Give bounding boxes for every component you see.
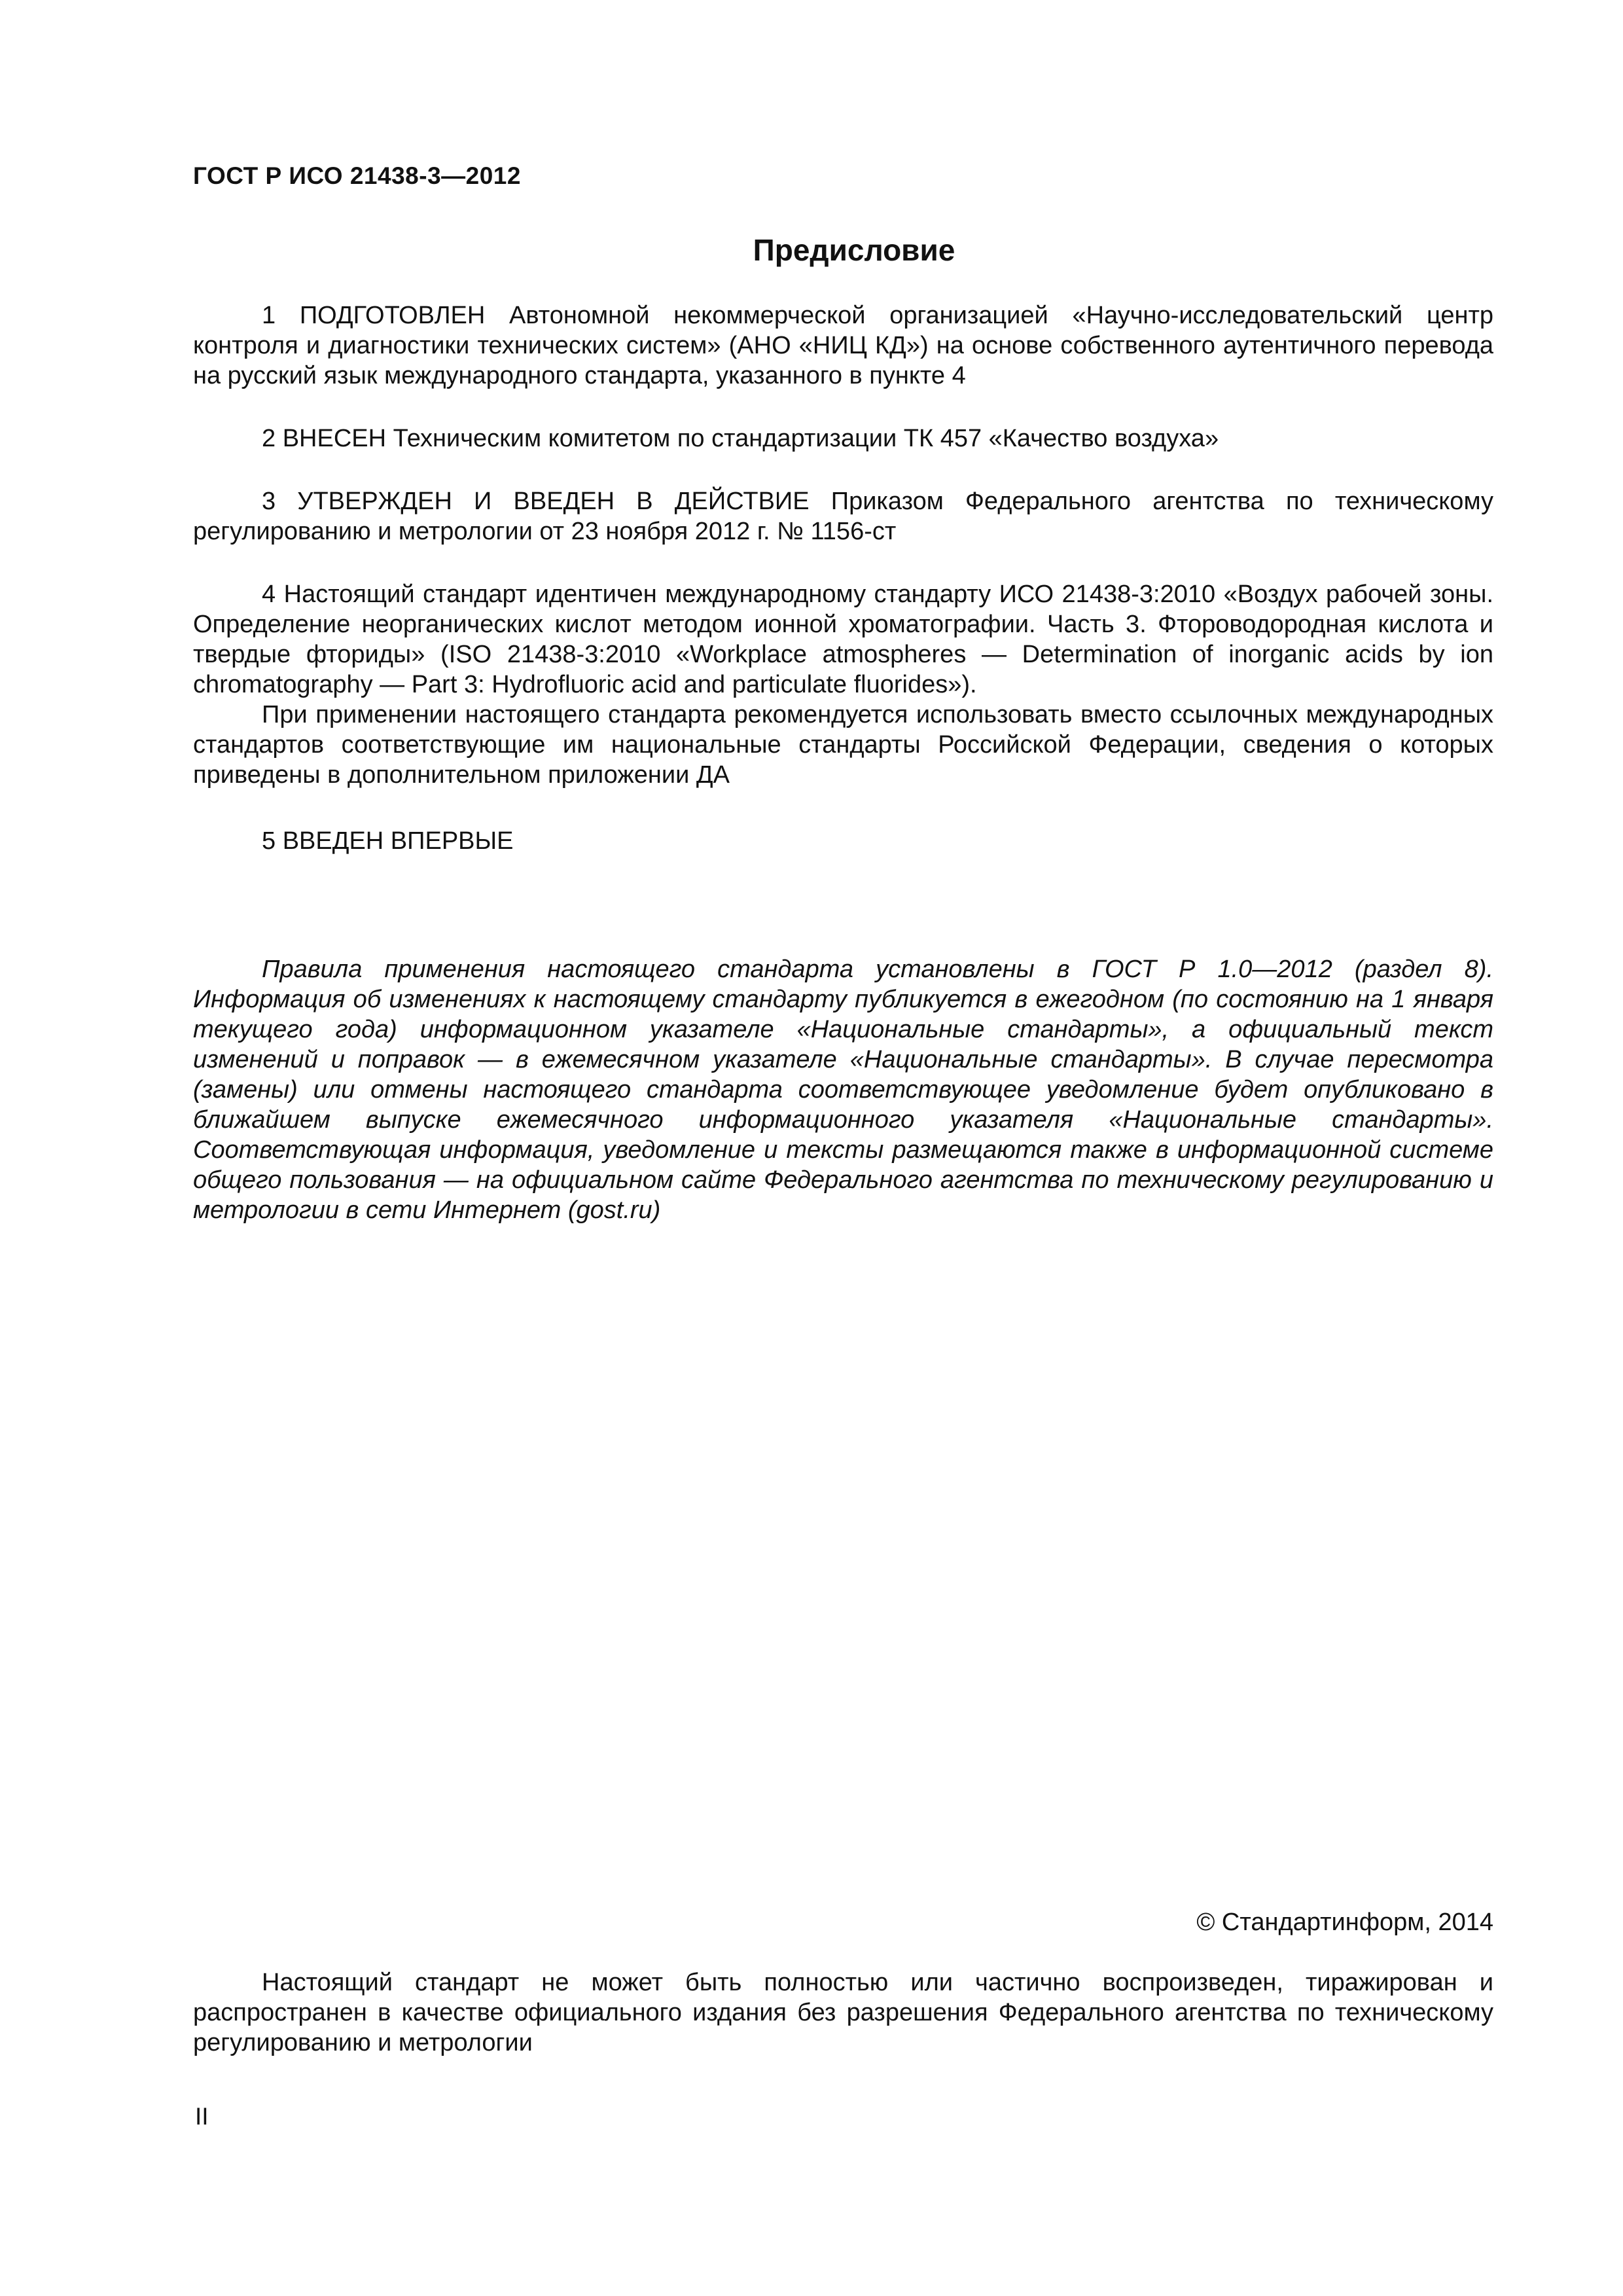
copyright: © Стандартинформ, 2014	[1196, 1909, 1493, 1936]
copyright-notice: Настоящий стандарт не может быть полностью или частично воспроизведен, тиражирован и распространен в качестве официального издания без разрешения Федерального агентства по техническому регулированию и метрологии	[193, 1969, 1493, 2056]
preface-paragraph: При применении настоящего стандарта рекомендуется использовать вместо ссылочных международных стандартов соответствующие им национальные стандарты Российской Федерации, сведения о которых приведены в дополнительном приложении ДА	[193, 701, 1493, 789]
preface-item-3	[193, 486, 1493, 547]
preface-paragraph: 1 ПОДГОТОВЛЕН Автономной некоммерческой организацией «Научно-исследовательский центр контроля и диагностики технических систем» (АНО «НИЦ КД») на основе собственного аутентичного перевода на русский язык международного стандарта, указанного в пункте 4	[193, 302, 1493, 389]
preface-paragraph: 5 ВВЕДЕН ВПЕРВЫЕ	[262, 827, 514, 855]
page-number: II	[195, 2103, 209, 2130]
preface-paragraph: 3 УТВЕРЖДЕН И ВВЕДЕН В ДЕЙСТВИЕ Приказом Федерального агентства по техническому регулированию и метрологии от 23 ноября 2012 г. № 1156-ст	[193, 488, 1493, 545]
preface-paragraph: 2 ВНЕСЕН Техническим комитетом по стандартизации ТК 457 «Качество воздуха»	[262, 425, 1219, 452]
preface-item-4	[193, 579, 1493, 790]
document-header: ГОСТ Р ИСО 21438-3—2012	[193, 162, 521, 189]
preface-paragraph: 4 Настоящий стандарт идентичен международному стандарту ИСО 21438-3:2010 «Воздух рабочей зоны. Определение неорганических кислот методом ионной хроматографии. Часть 3. Фтороводородная кислота и твердые фториды» (ISO 21438-3:2010 «Workplace atmospheres — Determination of inorganic acids by ion chromatography — Part 3: Hydrofluoric acid and particulate fluorides»).	[193, 581, 1493, 698]
preface-item-1	[193, 300, 1493, 391]
page-title: Предисловие	[753, 233, 955, 267]
info-text: Правила применения настоящего стандарта установлены в ГОСТ Р 1.0—2012 (раздел 8). Информация об изменениях к настоящему стандарту публикуется в ежегодном (по состоянию на 1 января текущего года) информационном указателе «Национальные стандарты», а официальный текст изменений и поправок — в ежемесячном указателе «Национальные стандарты». В случае пересмотра (замены) или отмены настоящего стандарта соответствующее уведомление будет опубликовано в ближайшем выпуске ежемесячного информационного указателя «Национальные стандарты». Соответствующая информация, уведомление и тексты размещаются также в информационной системе общего пользования — на официальном сайте Федерального агентства по техническому регулированию и метрологии в сети Интернет (gost.ru)	[193, 956, 1493, 1224]
preface-item-2	[193, 423, 1493, 454]
preface-item-5	[193, 826, 1493, 856]
